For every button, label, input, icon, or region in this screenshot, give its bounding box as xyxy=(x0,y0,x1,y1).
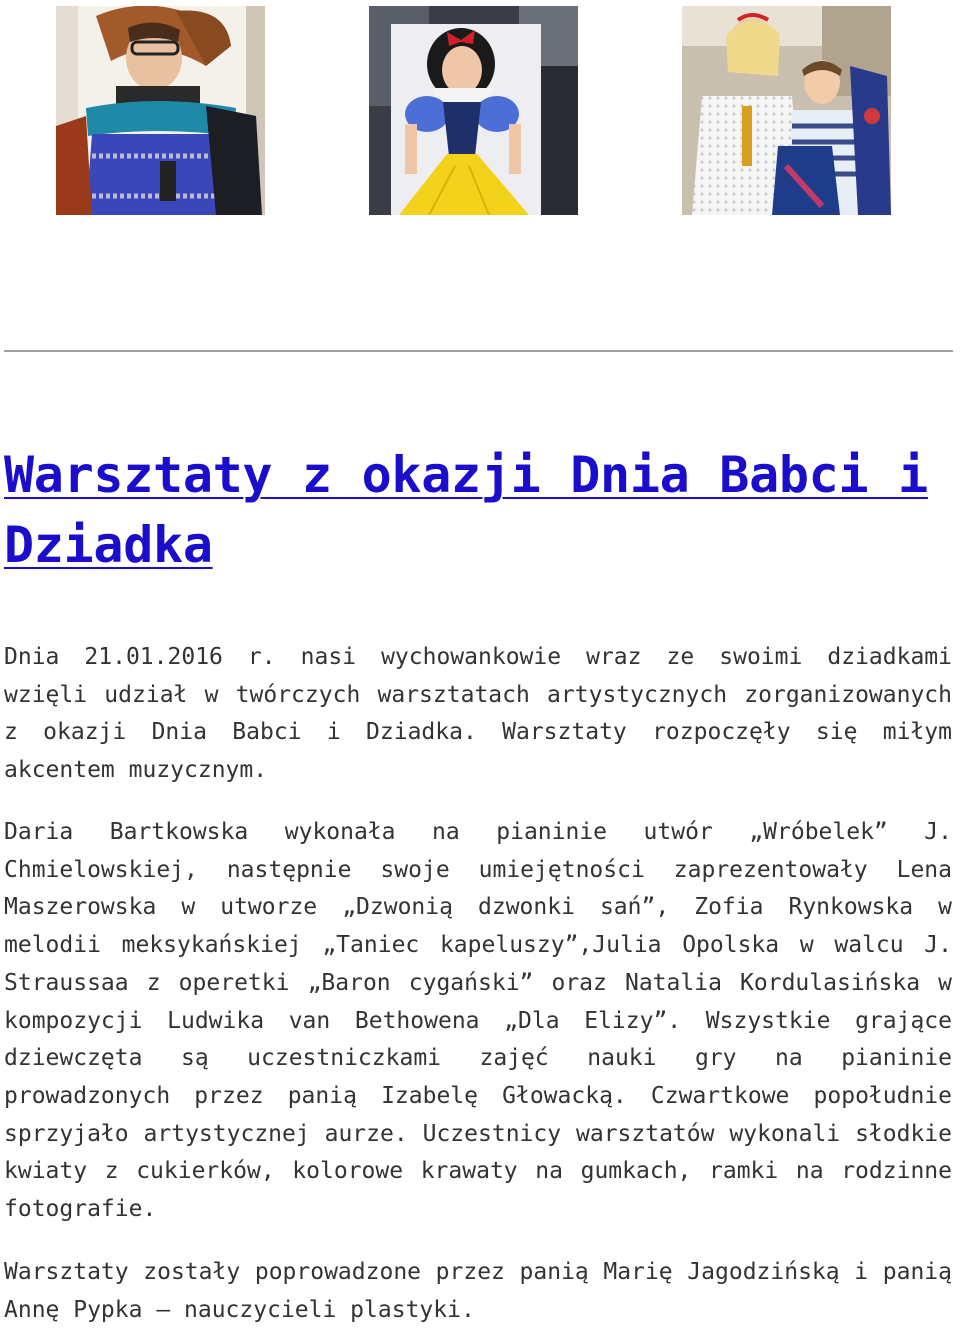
content-separator xyxy=(4,350,953,352)
post-paragraph-1: Dnia 21.01.2016 r. nasi wychowankowie wraz ze swoimi dziadkami wzięli udział w twórczych warsztatach artystycznych zorganizowanych z okazji Dnia Babci i Dziadka. Warsztaty rozpoczęły się miłym akcentem muzycznym. xyxy=(4,644,952,784)
post-title-link[interactable]: Warsztaty z okazji Dnia Babci i Dziadka xyxy=(4,446,928,574)
gallery-photo-2[interactable] xyxy=(369,6,578,215)
gallery-photo-3[interactable] xyxy=(682,6,891,215)
post-paragraph-2: Daria Bartkowska wykonała na pianinie utwór „Wróbelek” J. Chmielowskiej, następnie swoje umiejętności zaprezentowały Lena Maszerowska w utworze „Dzwonią dzwonki sań”, Zofia Rynkowska w melodii meksykańskiej „Taniec kapeluszy”,Julia Opolska w walcu J. Straussaa z operetki „Baron cygański” oraz Natalia Kordulasińska w kompozycji Ludwika van Bethowena „Dla Elizy”. Wszystkie grające dziewczęta są uczestniczkami zajęć nauki gry na pianinie prowadzonych przez panią Izabelę Głowacką. Czwartkowe popołudnie sprzyjało artystycznej aurze. Uczestnicy warsztatów wykonali słodkie kwiaty z cukierków, kolorowe krawaty na gumkach, ramki na rodzinne fotografie. xyxy=(4,819,952,1223)
child-in-costume-image xyxy=(56,6,265,215)
snow-white-image xyxy=(369,6,578,215)
teacher-with-boy-image xyxy=(682,6,891,215)
post-paragraph-3: Warsztaty zostały poprowadzone przez panią Marię Jagodzińską i panią Annę Pypka – nauczycieli plastyki. xyxy=(4,1259,952,1323)
gallery-photo-1[interactable] xyxy=(56,6,265,215)
post-title xyxy=(4,440,956,580)
photo-gallery xyxy=(56,6,892,216)
